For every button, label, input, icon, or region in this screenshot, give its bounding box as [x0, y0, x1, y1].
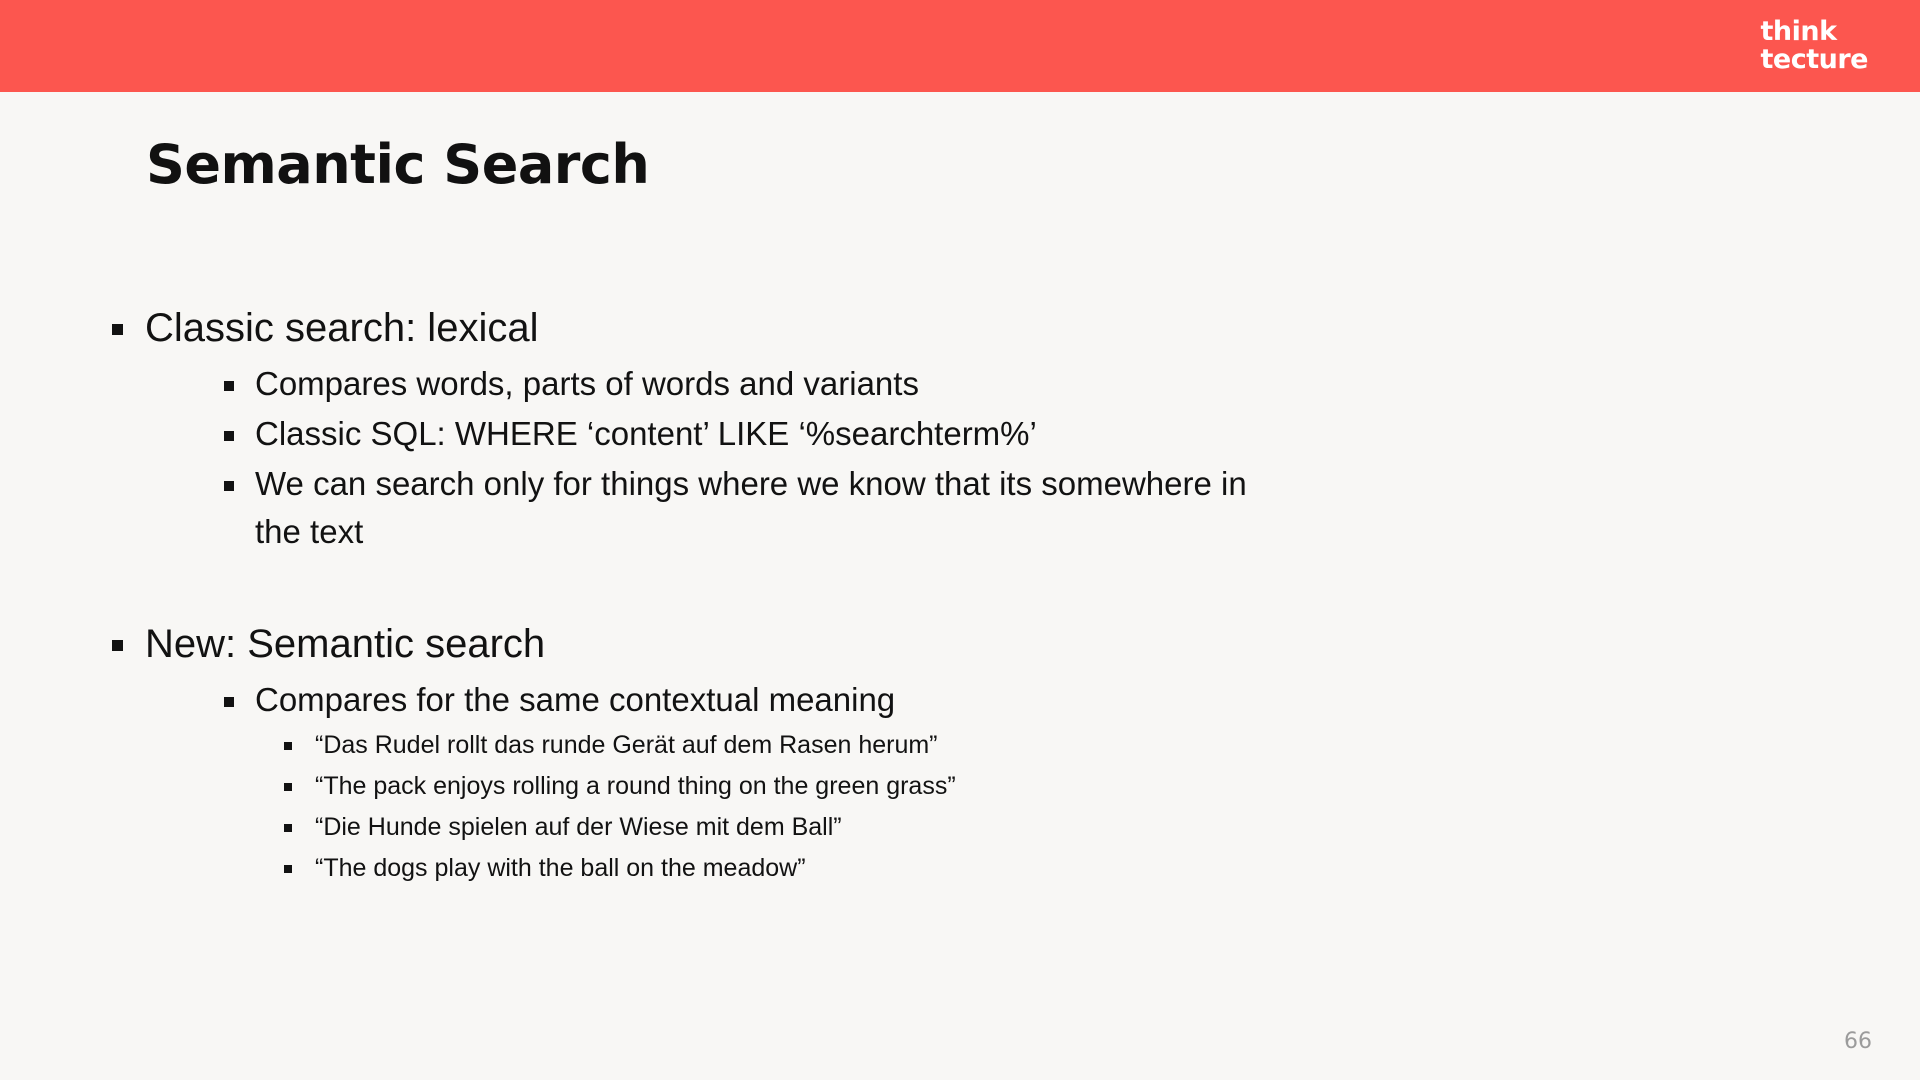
- list-item: Classic SQL: WHERE ‘content’ LIKE ‘%searchterm%’: [100, 410, 1600, 458]
- page-number: 66: [1844, 1029, 1872, 1054]
- top-accent-bar: [0, 0, 1920, 92]
- list-item: We can search only for things where we know that its somewhere in the text: [100, 460, 1275, 556]
- list-item: “The dogs play with the ball on the meadow”: [100, 849, 1600, 888]
- list-item: “Das Rudel rollt das runde Gerät auf dem Rasen herum”: [100, 726, 1600, 765]
- logo-line-2: tecture: [1760, 44, 1868, 75]
- list-item: “The pack enjoys rolling a round thing on the green grass”: [100, 767, 1600, 806]
- bullet-list-block-2: [100, 616, 1600, 888]
- list-item: “Die Hunde spielen auf der Wiese mit dem Ball”: [100, 808, 1600, 847]
- bullet-list-block-1: [100, 300, 1600, 556]
- list-item: Classic search: lexical: [100, 300, 1600, 356]
- block-spacer: [100, 558, 1600, 616]
- list-item: New: Semantic search: [100, 616, 1600, 672]
- thinktecture-logo: [1761, 18, 1868, 74]
- page-title: Semantic Search: [146, 133, 650, 196]
- list-item: Compares for the same contextual meaning: [100, 676, 1600, 724]
- logo-line-1: think: [1760, 16, 1837, 47]
- list-item: Compares words, parts of words and variants: [100, 360, 1600, 408]
- slide-body: [100, 300, 1600, 890]
